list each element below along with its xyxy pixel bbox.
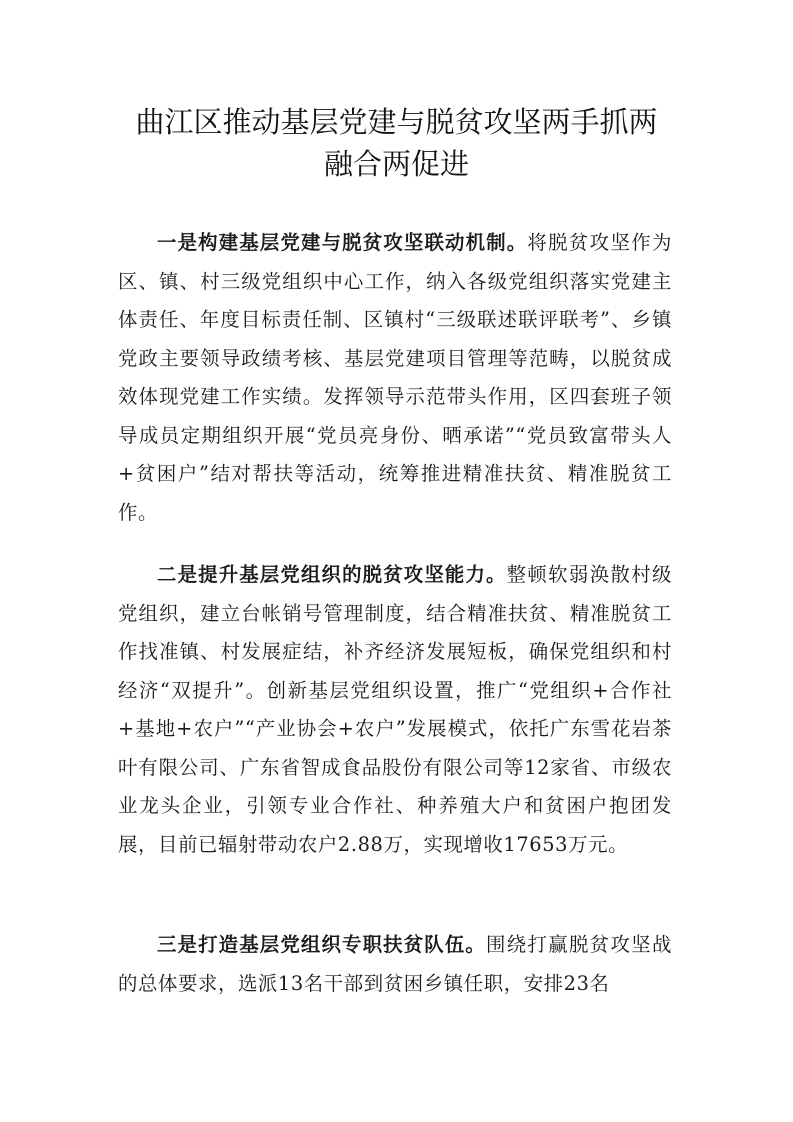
paragraph-2-lead: 二是提升基层党组织的脱贫攻坚能力。: [157, 563, 507, 586]
paragraph-3-body: 围绕打赢脱贫攻坚战的总体要求，选派13名干部到贫困乡镇任职，安排23名: [118, 933, 672, 995]
document-title-line-2: 融合两促进: [323, 147, 469, 181]
paragraph-1-body: 将脱贫攻坚作为区、镇、村三级党组织中心工作，纳入各级党组织落实党建主体责任、年度目标责任制、区镇村“三级联述联评联考”、乡镇党政主要领导政绩考核、基层党建项目管理等范畴，以脱贫成效体现党建工作实绩。发挥领导示范带头作用，区四套班子领导成员定期组织开展“党员亮身份、晒承诺”“党员致富带头人+贫困户”结对帮扶等活动，统筹推进精准扶贫、精准脱贫工作。: [118, 231, 673, 524]
document-title-line-1: 曲江区推动基层党建与脱贫攻坚两手抓两: [135, 105, 658, 139]
paragraph-1: [118, 224, 672, 532]
paragraph-1-lead: 一是构建基层党建与脱贫攻坚联动机制。: [157, 231, 528, 254]
paragraph-3: [118, 926, 672, 1003]
paragraph-2: [118, 556, 672, 864]
paragraph-3-lead: 三是打造基层党组织专职扶贫队伍。: [157, 933, 486, 956]
paragraph-2-body: 整顿软弱涣散村级党组织，建立台帐销号管理制度，结合精准扶贫、精准脱贫工作找准镇、村发展症结，补齐经济发展短板，确保党组织和村经济“双提升”。创新基层党组织设置，推广“党组织+合作社+基地+农户”“产业协会+农户”发展模式，依托广东雪花岩茶叶有限公司、广东省智成食品股份有限公司等12家省、市级农业龙头企业，引领专业合作社、种养殖大户和贫困户抱团发展，目前已辐射带动农户2.88万，实现增收17653万元。: [118, 563, 672, 856]
